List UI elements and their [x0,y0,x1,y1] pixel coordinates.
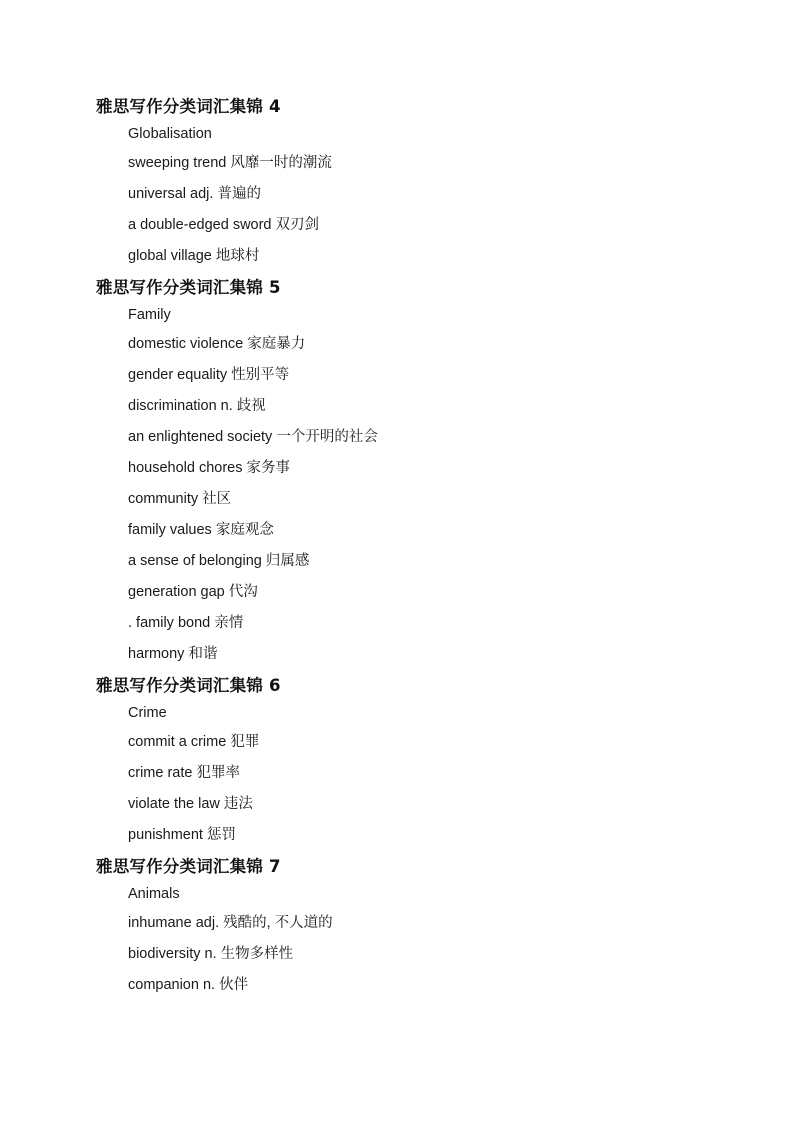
section-5 [96,277,754,675]
section-7 [96,856,754,1006]
section-topic: Globalisation [128,126,212,142]
vocab-entry: domestic violence 家庭暴力 [128,336,306,352]
vocab-entry: sweeping trend 风靡一时的潮流 [128,155,332,171]
section-heading: 雅思写作分类词汇集锦 4 [96,97,281,116]
vocab-entry: generation gap 代沟 [128,584,258,600]
section-heading: 雅思写作分类词汇集锦 7 [96,857,281,876]
vocab-entry: gender equality 性别平等 [128,367,290,383]
vocab-entry: . family bond 亲情 [128,615,244,631]
section-4 [96,96,754,277]
vocab-entry: global village 地球村 [128,248,260,264]
vocab-entry: a sense of belonging 归属感 [128,553,310,569]
vocab-entry: punishment 惩罚 [128,827,236,843]
section-heading: 雅思写作分类词汇集锦 5 [96,278,281,297]
vocab-entry: companion n. 伙伴 [128,977,249,993]
vocab-entry: household chores 家务事 [128,460,290,476]
vocab-entry: discrimination n. 歧视 [128,398,266,414]
vocab-entry: commit a crime 犯罪 [128,734,260,750]
section-6 [96,675,754,856]
vocab-entry: harmony 和谐 [128,646,218,662]
vocab-entry: an enlightened society 一个开明的社会 [128,429,378,445]
vocab-entry: universal adj. 普遍的 [128,186,261,202]
vocab-entry: community 社区 [128,491,232,507]
vocab-entry: biodiversity n. 生物多样性 [128,946,294,962]
vocab-entry: a double-edged sword 双刃剑 [128,217,320,233]
section-topic: Animals [128,886,180,902]
section-topic: Family [128,307,171,323]
document-content [96,96,754,1006]
vocab-entry: crime rate 犯罪率 [128,765,240,781]
vocab-entry: family values 家庭观念 [128,522,274,538]
section-heading: 雅思写作分类词汇集锦 6 [96,676,281,695]
section-topic: Crime [128,705,167,721]
vocab-entry: inhumane adj. 残酷的, 不人道的 [128,915,333,931]
vocab-entry: violate the law 违法 [128,796,253,812]
